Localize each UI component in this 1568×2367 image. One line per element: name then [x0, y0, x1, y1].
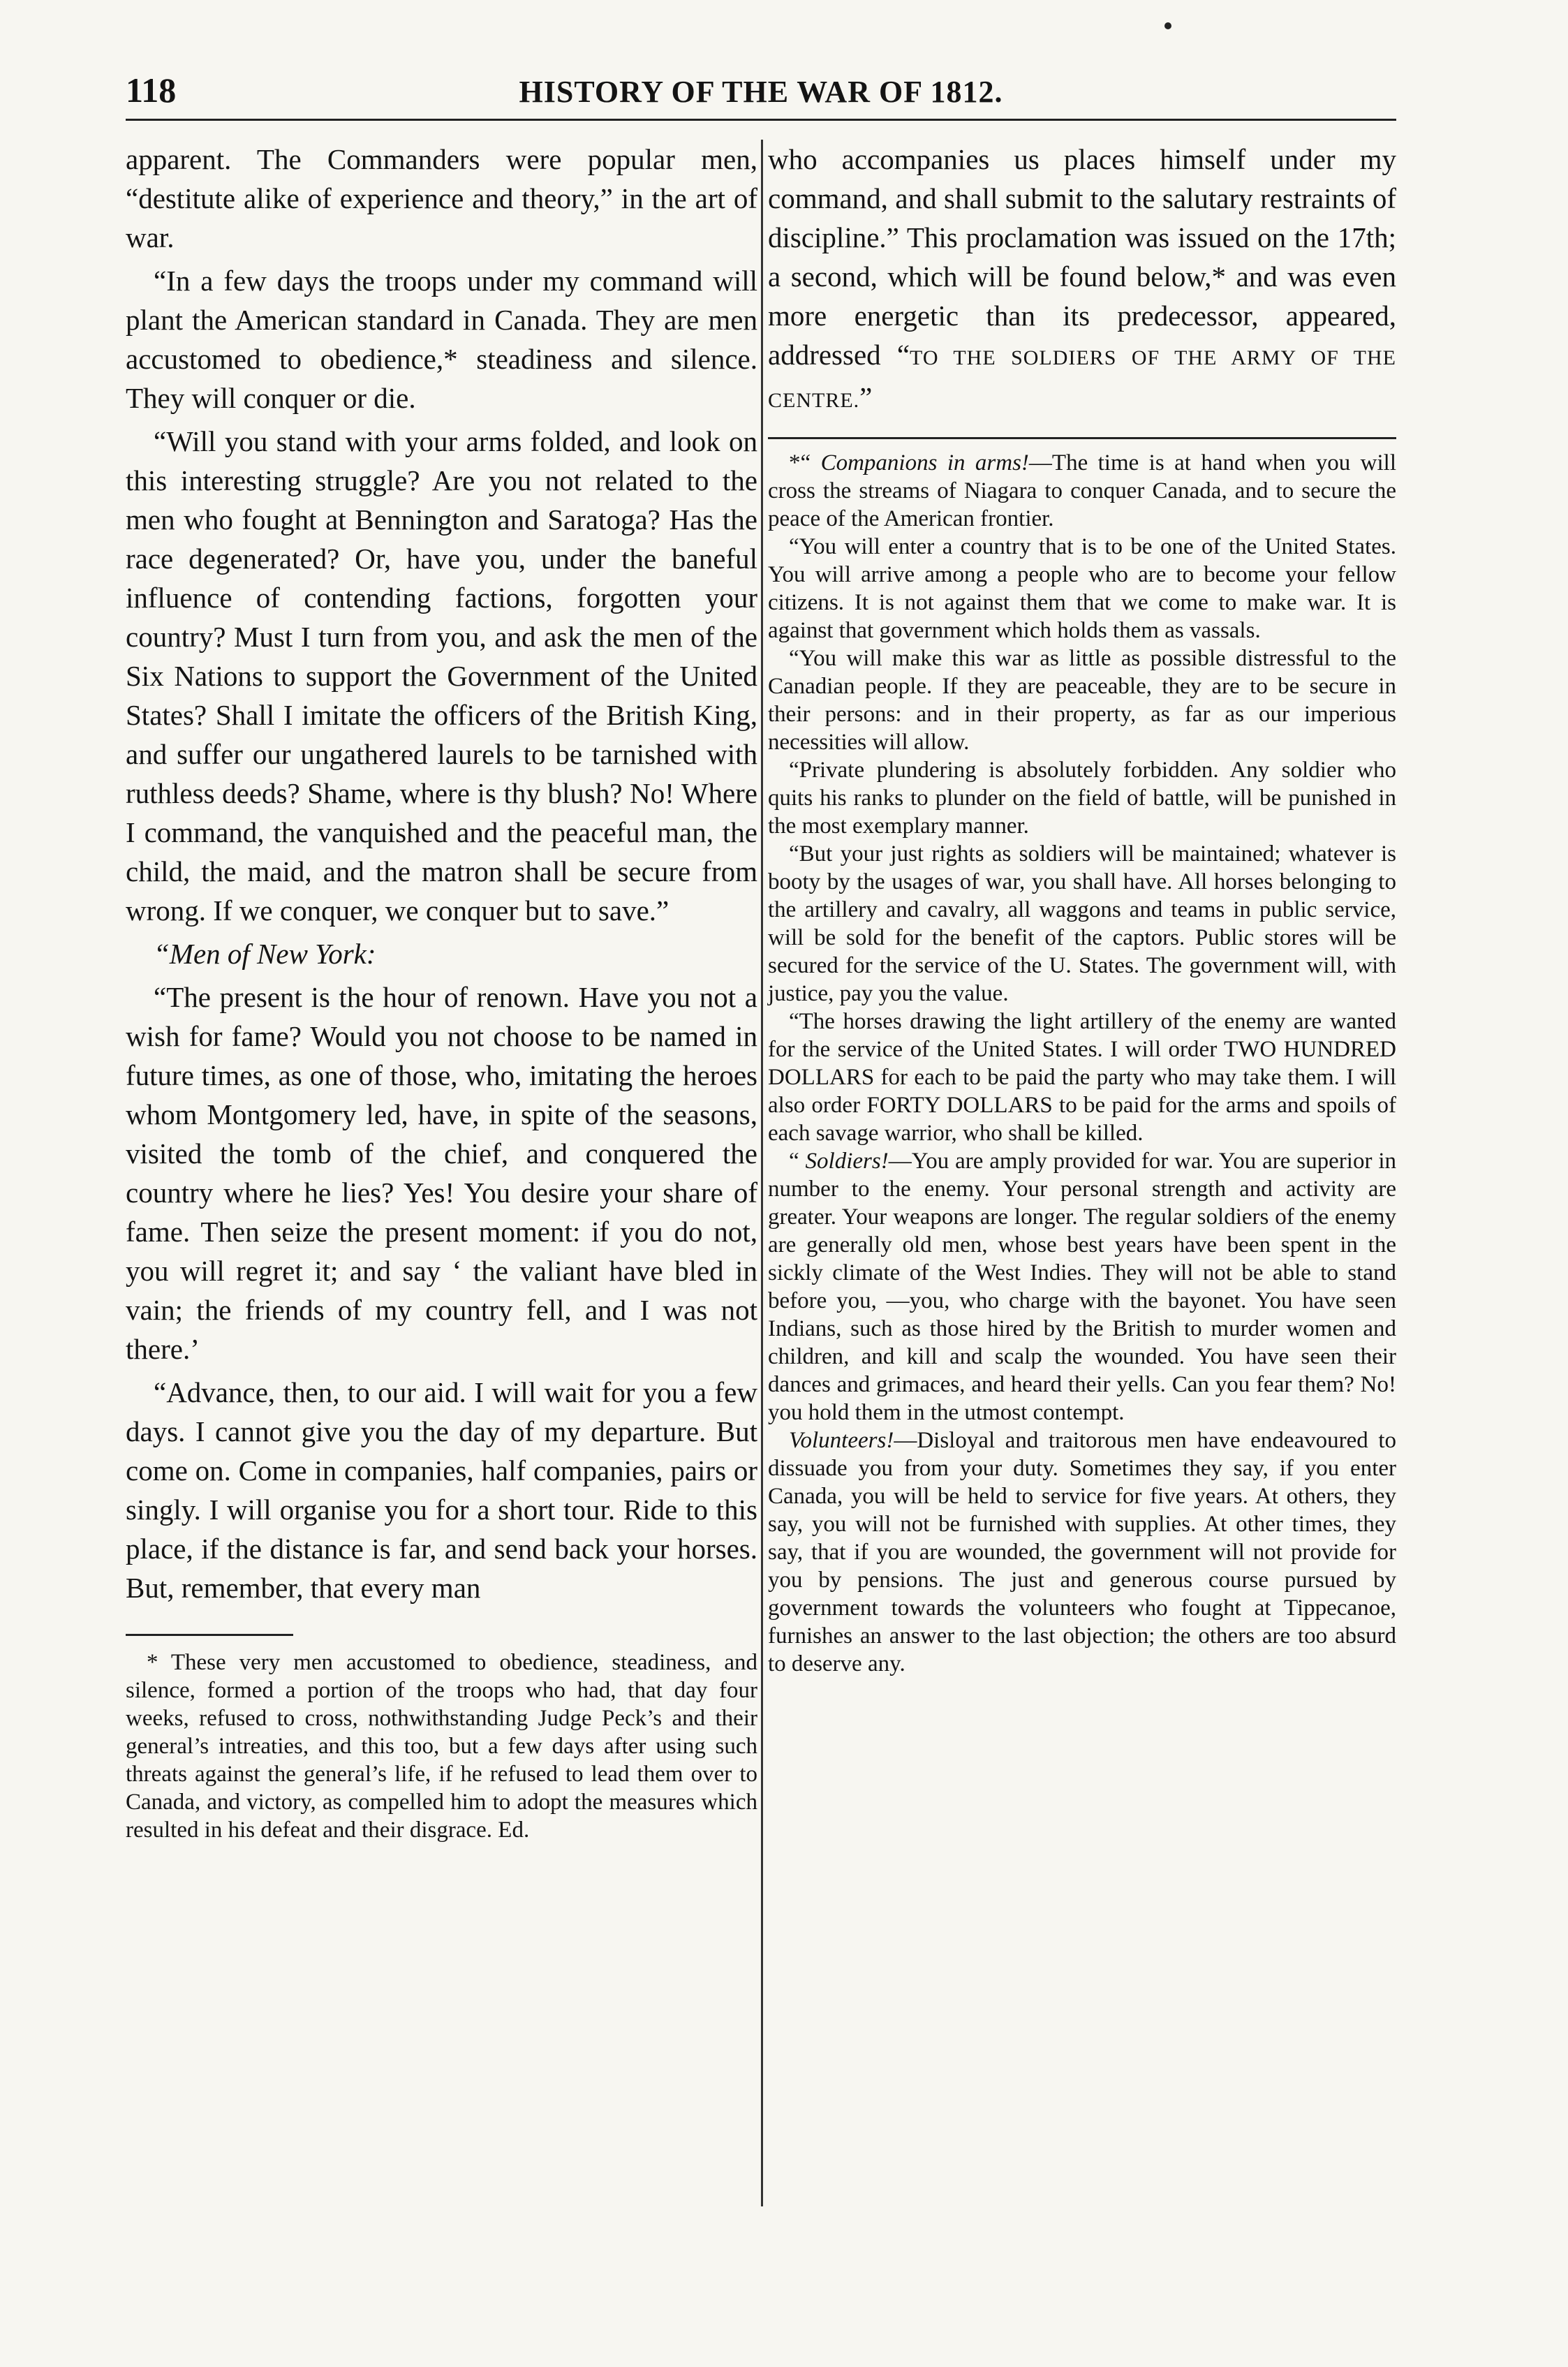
column-divider: [761, 140, 763, 2206]
body-text: who accompanies us places himself under my command, and shall submit to the salutary restraints of discipline.” This proclamation was issued on the 17th; a second, which will be found below,* and was even more energetic than its predecessor, appeared, addressed “: [768, 143, 1396, 371]
footnote-paragraph: “The horses drawing the light artillery of the enemy are wanted for the service of the United States. I will order TWO HUNDRED DOLLARS for each to be paid the party who may take them. I will also order FORTY DOLLARS to be paid for the arms and spoils of each savage warrior, who shall be killed.: [768, 1009, 1396, 1146]
footnote-text: —You are amply provided for war. You are superior in number to the enemy. Your personal strength and activity are greater. Your weapons are longer. The regular soldiers of the enemy are generally old men, whose best years have been spent in the sickly climate of the West Indies. They will not be able to stand before you, —you, who charge with the bayonet. You have seen Indians, such as those hired by the British to murder women and children, and kill and scalp the wounded. You have seen their dances and grimaces, and heard their yells. Can you fear them? No! you hold them in the utmost contempt.: [768, 1149, 1396, 1425]
footnote-paragraph: “You will enter a country that is to be one of the United States. You will arrive among a people who are to become your fellow citizens. It is not against them that we come to make war. It is against that government which holds them as vassals.: [768, 534, 1396, 643]
body-paragraph: apparent. The Commanders were popular men, “destitute alike of experience and theory,” in the art of war.: [126, 143, 757, 253]
footnote: * These very men accustomed to obedience, steadiness, and silence, formed a portion of the troops who had, that day four weeks, refused to cross, nothwithstanding Judge Peck’s and their general’s intreaties, and this too, but a few days after using such threats against the general’s life, if he refused to lead them over to Canada, and victory, as compelled him to adopt the measures which resulted in his defeat and their disgrace. Ed.: [126, 1650, 757, 1843]
footnote-paragraph: *“ Companions in arms!—The time is at hand when you will cross the streams of Niagara to conquer Canada, and to secure the peace of the American frontier.: [768, 450, 1396, 531]
footnote-italic: Soldiers!: [805, 1149, 889, 1174]
body-paragraph: “In a few days the troops under my command will plant the American standard in Canada. They are men accustomed to obedience,* steadiness and silence. They will conquer or die.: [126, 265, 757, 414]
footnote-italic: Volunteers!: [789, 1428, 894, 1453]
right-column: [768, 140, 1396, 1678]
footnote-paragraph: “Private plundering is absolutely forbidden. Any soldier who quits his ranks to plunder on the field of battle, will be punished in the most exemplary manner.: [768, 758, 1396, 839]
footnote-text: —The time is at hand when you will cross the streams of Niagara to conquer Canada, and to secure the peace of the American frontier.: [768, 450, 1396, 531]
page-header: [126, 70, 1396, 121]
footnote-paragraph: “ Soldiers!—You are amply provided for war. You are superior in number to the enemy. Your personal strength and activity are greater. Your weapons are longer. The regular soldiers of the enemy are generally old men, whose best years have been spent in the sickly climate of the West Indies. They will not be able to stand before you, —you, who charge with the bayonet. You have seen Indians, such as those hired by the British to murder women and children, and kill and scalp the wounded. You have seen their dances and grimaces, and heard their yells. Can you fear them? No! you hold them in the utmost contempt.: [768, 1149, 1396, 1425]
page-number: 118: [126, 71, 177, 110]
body-text: ”: [859, 381, 873, 413]
address-title: TO THE SOLDIERS OF THE ARMY OF THE CENTRE.: [768, 346, 1396, 412]
footnote-rule: [126, 1634, 293, 1636]
body-paragraph: [768, 140, 1396, 420]
footnote-text: —Disloyal and traitorous men have endeavoured to dissuade you from your duty. Sometimes they say, if you enter Canada, you will be held to service for five years. At others, they say, you will not be furnished with supplies. At other times, they say, that if you are wounded, the government will not provide for you by pensions. The just and generous course pursued by government towards the volunteers who fought at Tippecanoe, furnishes an answer to the last objection; the others are too absurd to deserve any.: [768, 1428, 1396, 1676]
footnote-rule: [768, 437, 1396, 439]
footnote-paragraph: “But your just rights as soldiers will be maintained; whatever is booty by the usages of war, you shall have. All horses belonging to the artillery and cavalry, all waggons and teams in public service, will be sold for the benefit of the captors. Public stores will be secured for the service of the U. States. The government will, with justice, pay you the value.: [768, 841, 1396, 1006]
body-paragraph: “Advance, then, to our aid. I will wait for you a few days. I cannot give you the day of my departure. But come on. Come in companies, half companies, pairs or singly. I will organise you for a short tour. Ride to this place, if the distance is far, and send back your horses. But, remember, that every man: [126, 1376, 757, 1604]
address-heading: “Men of New York:: [154, 938, 376, 970]
running-title: HISTORY OF THE WAR OF 1812.: [519, 75, 1003, 109]
footnote-paragraph: [768, 1426, 1396, 1678]
left-column: [126, 140, 757, 1844]
body-paragraph: “The present is the hour of renown. Have you not a wish for fame? Would you not choose to be named in future times, as one of those, who, imitating the heroes whom Montgomery led, have, in spite of the seasons, visited the tomb of the chief, and conquered the country where he lies? Yes! You desire your share of fame. Then seize the present moment: if you do not, you will regret it; and say ‘ the valiant have bled in vain; the friends of my country fell, and I was not there.’: [126, 981, 757, 1365]
footnote-paragraph: “You will make this war as little as possible distressful to the Canadian people. If they are peaceable, they are to be secure in their persons: and in their property, as far as our imperious necessities will allow.: [768, 646, 1396, 755]
footnote-italic: Companions in arms!: [820, 450, 1029, 475]
ink-speck: [1164, 22, 1171, 29]
body-paragraph: “Will you stand with your arms folded, and look on this interesting struggle? Are you not related to the men who fought at Bennington and Saratoga? Has the race degenerated? Or, have you, under the baneful influence of contending factions, forgotten your country? Must I turn from you, and ask the men of the Six Nations to support the Government of the United States? Shall I imitate the officers of the British King, and suffer our ungathered laurels to be tarnished with ruthless deeds? Shame, where is thy blush? No! Where I command, the vanquished and the peaceful man, the child, the maid, and the matron shall be secure from wrong. If we conquer, we conquer but to save.”: [126, 425, 757, 927]
